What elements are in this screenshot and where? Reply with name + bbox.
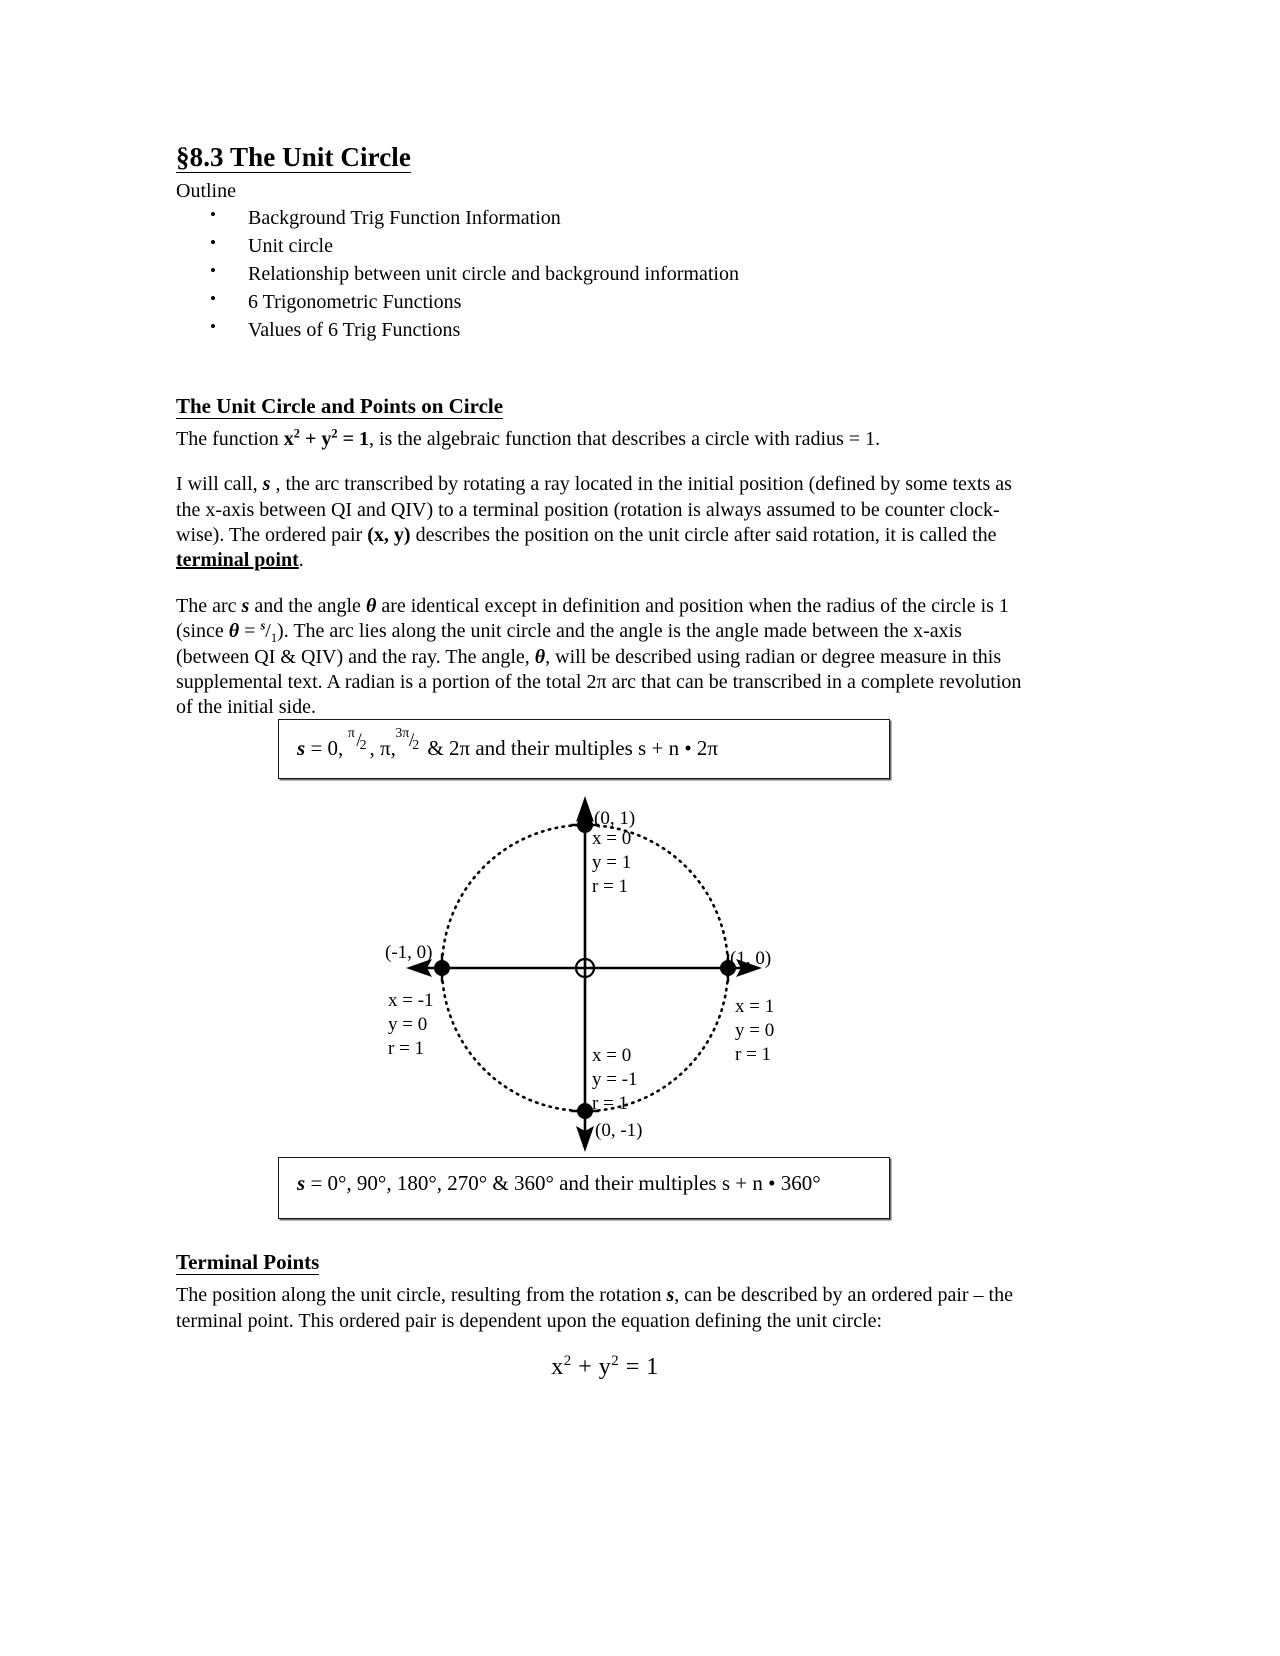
fraction-slash: / <box>356 729 362 751</box>
title-row <box>176 142 1034 175</box>
label-bottom-x: x = 0 <box>592 1045 632 1066</box>
label-bottom-y: y = -1 <box>592 1069 638 1090</box>
label-right-r: r = 1 <box>735 1044 772 1065</box>
list-item-label: Background Trig Function Information <box>248 206 561 229</box>
formula-box-degree-measure <box>278 1157 890 1219</box>
formula-plus: + <box>299 427 322 450</box>
bullet-icon: • <box>210 260 216 280</box>
ordered-pair-xy: (x, y) <box>367 523 411 546</box>
variable-s: s <box>241 594 250 617</box>
text-fragment: The function <box>176 427 284 450</box>
label-right-ordered-pair: (1, 0) <box>730 948 772 969</box>
label-top-r: r = 1 <box>592 876 629 897</box>
fraction-denominator: 2 <box>359 737 367 753</box>
text-fragment: The position along the unit circle, resulting from the rotation <box>176 1284 667 1307</box>
list-item-label: Relationship between unit circle and background information <box>248 262 739 285</box>
page-title: §8.3 The Unit Circle <box>176 142 411 172</box>
fraction-pi-over-2 <box>347 725 370 755</box>
text-fragment: & 2π and their multiples s + n • 2π <box>422 736 719 760</box>
fraction-numerator: 3π <box>395 725 410 741</box>
section-heading-unit-circle: The Unit Circle and Points on Circle <box>176 393 504 418</box>
list-item <box>210 206 1034 230</box>
list-item <box>210 234 1034 258</box>
equation-y: y <box>598 1353 612 1380</box>
text-fragment: The arc <box>176 594 242 617</box>
fraction-denominator-1: 1 <box>270 631 278 646</box>
paragraph-arc-definition <box>176 472 1034 574</box>
variable-s: s <box>297 1171 306 1195</box>
text-fragment: ). The arc lies along the unit circle and the angle is the angle made between the x-axis (between QI & QIV) and the ray. The angle, <box>176 620 962 668</box>
outline-list <box>176 206 1034 342</box>
label-left-x: x = -1 <box>388 990 434 1011</box>
bullet-icon: • <box>210 288 216 308</box>
outline-label: Outline <box>176 180 236 203</box>
list-item <box>210 318 1034 342</box>
label-left-y: y = 0 <box>388 1014 428 1035</box>
variable-theta: θ <box>228 620 240 643</box>
bullet-icon: • <box>210 204 216 224</box>
formula-y-exponent: 2 <box>331 426 338 441</box>
text-fragment: are identical except in definition and position when the radius of the circle is 1 (since <box>176 594 1009 643</box>
label-right-y: y = 0 <box>735 1020 775 1041</box>
term-terminal-point: terminal point <box>176 549 299 572</box>
text-fragment: . <box>298 549 304 572</box>
label-right-x: x = 1 <box>735 996 775 1017</box>
text-fragment: = 0°, 90°, 180°, 270° & 360° and their multiples s + n • 360° <box>305 1171 821 1195</box>
fraction-numerator-s: s <box>260 618 266 633</box>
variable-s: s <box>262 473 271 496</box>
equation-x-exponent: 2 <box>563 1352 572 1369</box>
section-unit-circle <box>176 394 1034 721</box>
label-bottom-ordered-pair: (0, -1) <box>595 1120 643 1141</box>
text-fragment: , can be described by an ordered pair – the terminal point. This ordered pair is dependent upon the equation defining the unit circle: <box>176 1284 1013 1332</box>
formula-equals-one: = 1 <box>337 427 369 450</box>
equation-unit-circle <box>176 1354 1034 1381</box>
unit-circle-diagram <box>380 790 800 1160</box>
label-left-r: r = 1 <box>388 1038 425 1059</box>
text-fragment: , π, <box>369 736 402 760</box>
text-fragment: , is the algebraic function that describes a circle with radius = 1. <box>368 427 881 450</box>
equation-plus: + <box>571 1353 599 1380</box>
paragraph-terminal-points <box>176 1283 1034 1334</box>
equation-x: x <box>551 1353 564 1380</box>
variable-theta: θ <box>365 594 377 617</box>
text-fragment: I will call, <box>176 473 263 496</box>
text-fragment: describes the position on the unit circle after said rotation, it is called the <box>410 523 997 546</box>
text-fragment: and the angle <box>249 594 366 617</box>
list-item <box>210 262 1034 286</box>
list-item <box>210 290 1034 314</box>
variable-s: s <box>297 736 306 760</box>
label-left-ordered-pair: (-1, 0) <box>385 942 433 963</box>
fraction-3pi-over-2 <box>395 725 422 755</box>
paragraph-function-definition <box>176 427 1034 452</box>
bullet-icon: • <box>210 316 216 336</box>
equation-equals-one: = 1 <box>619 1353 659 1380</box>
text-fragment: = 0, <box>305 736 349 760</box>
equation-y-exponent: 2 <box>611 1352 620 1369</box>
text-fragment: = <box>239 620 261 643</box>
bullet-icon: • <box>210 232 216 252</box>
variable-s: s <box>666 1284 675 1307</box>
fraction-numerator: π <box>347 725 355 741</box>
fraction-slash: / <box>408 729 415 751</box>
fraction-slash: / <box>265 620 271 643</box>
label-top-ordered-pair: (0, 1) <box>594 808 636 829</box>
label-top-y: y = 1 <box>592 852 632 873</box>
text-fragment: , will be described using radian or degree measure in this supplemental text. A radian is a portion of the total 2π arc that can be transcribed in a complete revolution of the initial side. <box>176 645 1022 719</box>
variable-theta: θ <box>534 645 546 668</box>
fraction-denominator: 2 <box>412 737 420 753</box>
list-item-label: Values of 6 Trig Functions <box>248 318 461 341</box>
document-content <box>176 142 1034 739</box>
list-item-label: 6 Trigonometric Functions <box>248 290 462 313</box>
list-item-label: Unit circle <box>248 234 333 257</box>
section-heading-terminal-points: Terminal Points <box>176 1250 320 1274</box>
label-top-x: x = 0 <box>592 828 632 849</box>
paragraph-arc-angle-relation <box>176 594 1034 721</box>
formula-box-radian-measure <box>278 719 890 779</box>
formula-x-exponent: 2 <box>293 426 300 441</box>
formula-x: x <box>283 427 294 450</box>
formula-y: y <box>321 427 332 450</box>
text-fragment: , the arc transcribed by rotating a ray located in the initial position (defined by some texts as the x-axis between QI and QIV) to a terminal position (rotation is always assumed to be counter clock-wise). The ordered pair <box>176 473 1012 546</box>
section-terminal-points <box>176 1250 1034 1381</box>
label-bottom-r: r = 1 <box>592 1093 629 1114</box>
